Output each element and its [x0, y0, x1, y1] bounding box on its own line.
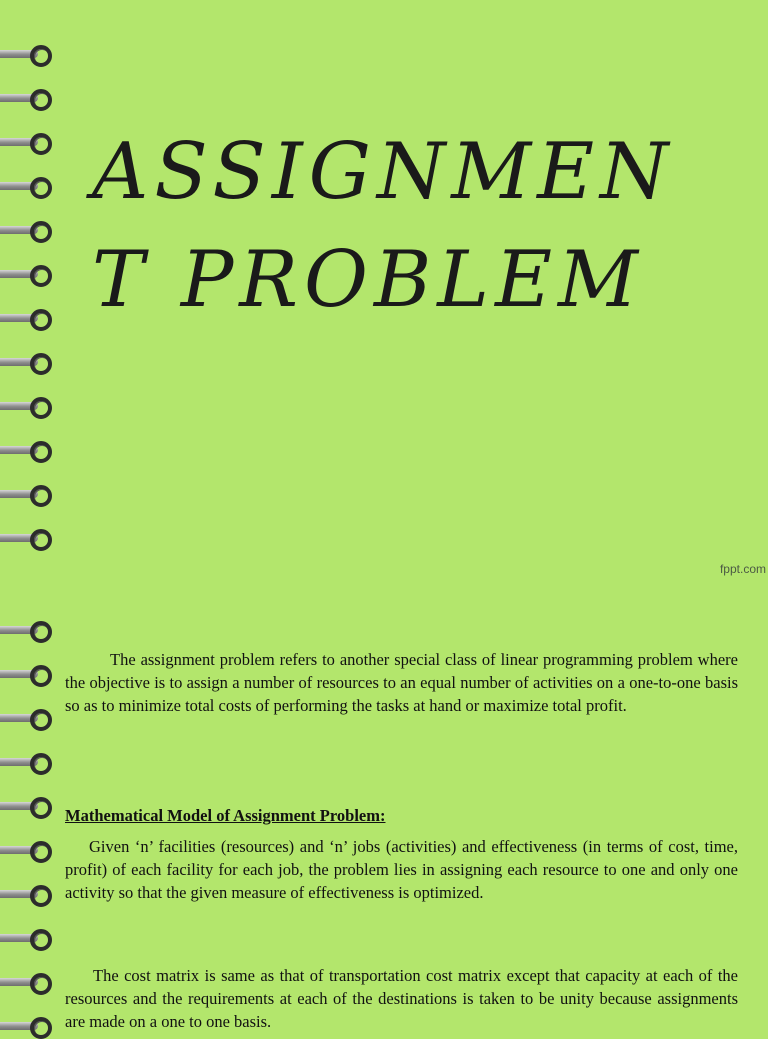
cost-matrix-paragraph: The cost matrix is same as that of transportation cost matrix except that capacity at each of the resources and the requirements at each of the destinations is taken to be unity because assignments are made on a one to one basis. [65, 966, 738, 1031]
spiral-loop [30, 929, 52, 951]
spiral-loop [30, 529, 52, 551]
spiral-ring [0, 484, 54, 506]
spiral-ring [0, 176, 54, 198]
spiral-loop [30, 133, 52, 155]
spiral-ring [0, 620, 54, 642]
spiral-ring [0, 308, 54, 330]
spiral-loop [30, 665, 52, 687]
spiral-loop [30, 441, 52, 463]
intro-paragraph: The assignment problem refers to another special class of linear programming problem where the objective is to assign a number of resources to an equal number of activities on a one-to-one basis so as to minimize total costs of performing the tasks at hand or maximize total profit. [65, 650, 738, 715]
content-slide [0, 592, 768, 1031]
spiral-loop [30, 709, 52, 731]
spiral-loop [30, 485, 52, 507]
spiral-ring [0, 264, 54, 286]
spiral-loop [30, 309, 52, 331]
spiral-ring [0, 396, 54, 418]
spiral-loop [30, 753, 52, 775]
section-heading: Mathematical Model of Assignment Problem: [65, 806, 386, 825]
model-paragraph: Given ‘n’ facilities (resources) and ‘n’ jobs (activities) and effectiveness (in terms of cost, time, profit) of each facility for each job, the problem lies in assigning each resource to one and only one activity so that the given measure of effectiveness is optimized. [65, 837, 738, 902]
spiral-loop [30, 1017, 52, 1039]
slide-title [92, 118, 732, 334]
spiral-loop [30, 885, 52, 907]
spiral-loop [30, 841, 52, 863]
spiral-loop [30, 89, 52, 111]
spiral-binding [0, 592, 60, 1024]
spiral-ring [0, 884, 54, 906]
title-line-2: T PROBLEM [92, 235, 644, 325]
spiral-ring [0, 796, 54, 818]
spiral-ring [0, 132, 54, 154]
spiral-loop [30, 797, 52, 819]
spiral-ring [0, 220, 54, 242]
spiral-loop [30, 45, 52, 67]
spiral-ring [0, 528, 54, 550]
brand-watermark: fppt.com [719, 562, 766, 576]
spiral-ring [0, 352, 54, 374]
spiral-ring [0, 752, 54, 774]
spiral-loop [30, 177, 52, 199]
spiral-loop [30, 973, 52, 995]
spiral-ring [0, 44, 54, 66]
spiral-ring [0, 1016, 54, 1038]
spiral-ring [0, 840, 54, 862]
spiral-ring [0, 440, 54, 462]
title-line-1: ASSIGNMEN [92, 127, 675, 217]
spiral-loop [30, 221, 52, 243]
spiral-loop [30, 621, 52, 643]
spiral-ring [0, 708, 54, 730]
spiral-loop [30, 397, 52, 419]
spiral-ring [0, 664, 54, 686]
spiral-loop [30, 353, 52, 375]
spiral-ring [0, 972, 54, 994]
spiral-ring [0, 88, 54, 110]
spiral-loop [30, 265, 52, 287]
spiral-ring [0, 928, 54, 950]
spiral-binding [0, 0, 60, 590]
